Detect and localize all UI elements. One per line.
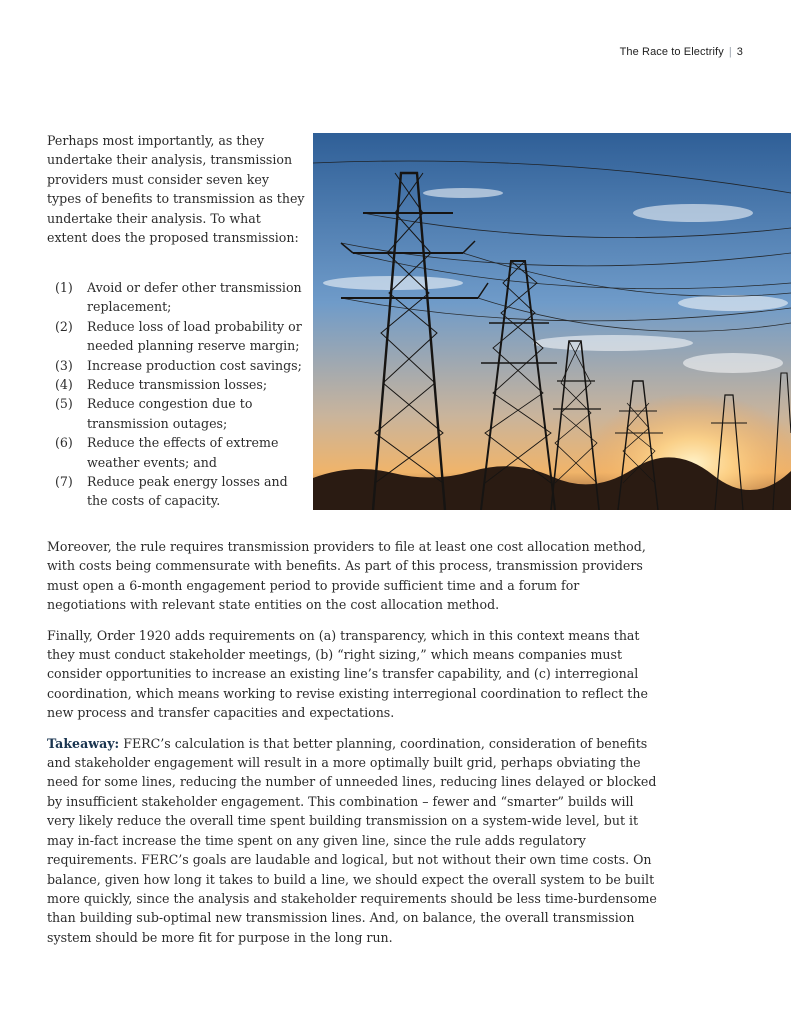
benefit-item: [55, 433, 310, 472]
benefits-list: [55, 278, 310, 511]
intro-column: [47, 131, 305, 247]
benefit-number: (5): [55, 396, 73, 412]
benefit-text: Avoid or defer other transmission replacement;: [87, 280, 302, 315]
takeaway-label: Takeaway:: [47, 735, 120, 751]
cost-allocation-paragraph: Moreover, the rule requires transmission providers to file at least one cost allocation method, with costs being commensurate with benefits. As part of this process, transmission providers must open a 6-month engagement period to provide sufficient time and a forum for negotiations with relevant state entities on the cost allocation method.: [47, 539, 646, 613]
benefit-number: (7): [55, 474, 73, 490]
benefit-number: (2): [55, 318, 73, 334]
benefit-text: Increase production cost savings;: [87, 357, 302, 373]
takeaway-text: FERC’s calculation is that better planning, coordination, consideration of benefits and stakeholder engagement will result in a more optimally built grid, perhaps obviating the need for some lines, reducing the number of unneeded lines, reducing lines delayed or blocked by insufficient stakeholder engagement. This combination – fewer and “smarter” builds will very likely reduce the overall time spent building transmission on a system-wide level, but it may in-fact increase the time spent on any given line, since the rule adds regulatory requirements. FERC’s goals are laudable and logical, but not without their own time costs. On balance, given how long it takes to build a line, we should expect the overall system to be built more quickly, since the analysis and stakeholder requirements should be less time-burdensome than building sub-optimal new transmission lines. And, on balance, the overall transmission system should be more fit for purpose in the long run.: [47, 735, 657, 945]
benefit-number: (1): [55, 280, 73, 295]
benefit-item: [55, 356, 310, 375]
benefit-text: Reduce congestion due to transmission outages;: [87, 396, 253, 431]
main-text: [47, 537, 662, 958]
running-header: [620, 46, 743, 58]
page-number: 3: [736, 46, 743, 58]
header-separator: |: [728, 46, 732, 58]
benefit-text: Reduce loss of load probability or needed planning reserve margin;: [87, 318, 302, 354]
benefit-number: (4): [55, 377, 73, 393]
benefit-number: (6): [55, 435, 73, 451]
benefit-item: [55, 278, 310, 317]
benefit-number: (3): [55, 357, 73, 373]
order-1920-paragraph: Finally, Order 1920 adds requirements on (a) transparency, which in this context means that they must conduct stakeholder meetings, (b) “right sizing,” which means companies must consider opportunities to increase an existing line’s transfer capability, and (c) interregional coordination, which means working to revise existing interregional coordination to reflect the new process and transfer capacities and expectations.: [47, 627, 648, 721]
benefit-text: Reduce the effects of extreme weather events; and: [87, 435, 279, 470]
benefit-item: [55, 317, 310, 356]
intro-paragraph: Perhaps most importantly, as they undertake their analysis, transmission providers must consider seven key types of benefits to transmission as they undertake their analysis. To what extent does the proposed transmission:: [47, 133, 305, 246]
benefit-item: [55, 472, 310, 511]
transmission-towers-photo: [313, 133, 791, 510]
publication-title: The Race to Electrify: [619, 46, 724, 58]
benefit-item: [55, 394, 310, 433]
benefit-item: [55, 375, 310, 394]
takeaway-paragraph: [47, 734, 662, 947]
benefit-text: Reduce peak energy losses and the costs of capacity.: [87, 474, 288, 509]
benefit-text: Reduce transmission losses;: [87, 377, 268, 393]
photo-illustration: [313, 133, 791, 510]
